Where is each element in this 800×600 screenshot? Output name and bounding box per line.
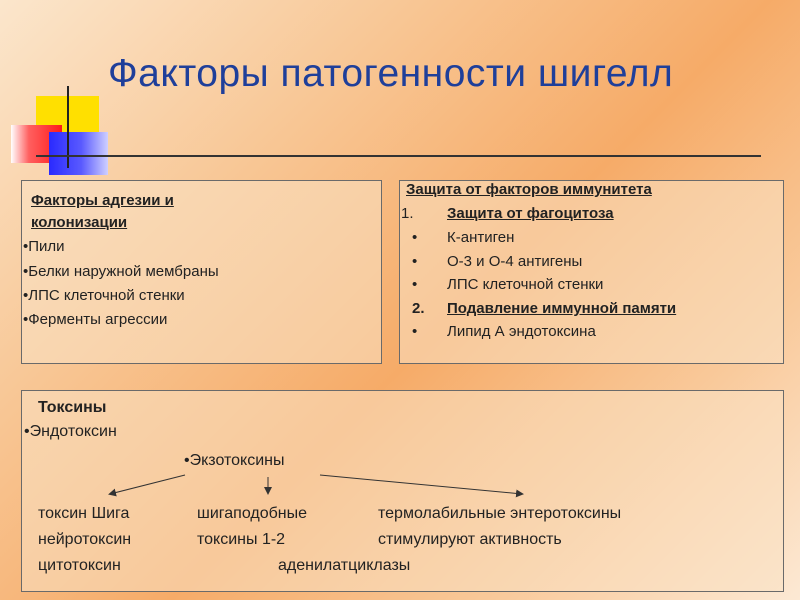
protection-heading: Защита от факторов иммунитета: [406, 181, 652, 198]
adhesion-heading-line2: колонизации: [31, 214, 128, 231]
section-title: Подавление иммунной памяти: [447, 300, 677, 317]
bullet: •: [184, 452, 190, 469]
bullet: •: [23, 263, 29, 280]
slide-title: Факторы патогенности шигелл: [108, 52, 674, 95]
bullet: •: [23, 287, 29, 304]
bullet: •: [412, 276, 418, 293]
toxin-col3-row3: аденилатциклазы: [278, 557, 411, 574]
bullet: •: [24, 423, 30, 440]
bullet: •: [23, 311, 29, 328]
toxin-col1-row3: цитотоксин: [38, 557, 121, 574]
section-title: Защита от фагоцитоза: [447, 205, 614, 222]
toxin-col3-row1: термолабильные энтеротоксины: [378, 505, 622, 522]
toxin-col1-row2: нейротоксин: [38, 531, 132, 548]
list-item: К-антиген: [447, 229, 515, 246]
list-item: •Белки наружной мембраны: [23, 263, 219, 280]
list-item: Липид А эндотоксина: [447, 323, 596, 340]
bullet: •: [412, 229, 418, 246]
toxin-col1-row1: токсин Шига: [38, 505, 130, 522]
endotoxin-item: •Эндотоксин: [24, 423, 117, 440]
toxins-heading: Токсины: [38, 399, 107, 416]
section-number: 1.: [401, 205, 414, 222]
arrow-right: [320, 475, 522, 494]
list-item: О-3 и О-4 антигены: [447, 253, 583, 270]
toxin-col2-row1: шигаподобные: [197, 505, 307, 522]
arrow-left: [110, 475, 185, 494]
section-number: 2.: [412, 300, 425, 317]
bullet: •: [412, 323, 418, 340]
toxin-col2-row2: токсины 1-2: [197, 531, 286, 548]
list-item: •Ферменты агрессии: [23, 311, 168, 328]
list-item: ЛПС клеточной стенки: [447, 276, 604, 293]
exotoxins-item: •Экзотоксины: [184, 452, 285, 469]
adhesion-heading-line1: Факторы адгезии и: [31, 192, 174, 209]
bullet: •: [412, 253, 418, 270]
toxin-col3-row2: стимулируют активность: [378, 531, 562, 548]
list-item: •Пили: [23, 238, 65, 255]
bullet: •: [23, 238, 29, 255]
list-item: •ЛПС клеточной стенки: [23, 287, 185, 304]
